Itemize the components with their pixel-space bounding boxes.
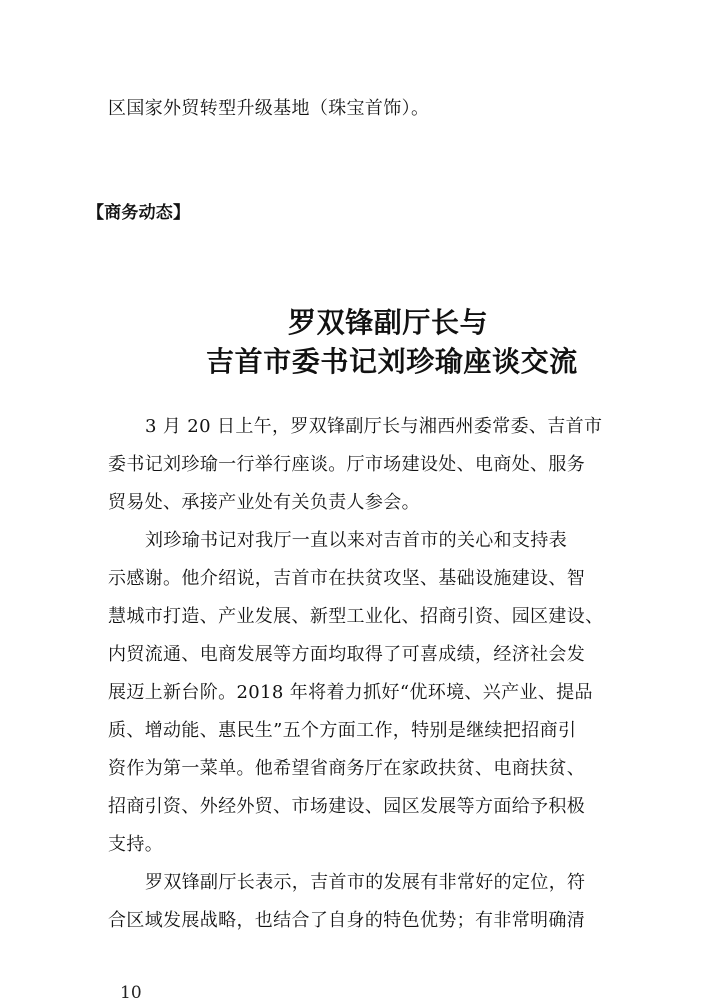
article-title-line-1: 罗双锋副厅长与: [288, 306, 489, 339]
paragraph-line: 资作为第一菜单。他希望省商务厅在家政扶贫、电商扶贫、: [108, 758, 586, 779]
section-tag: 【商务动态】: [87, 203, 191, 223]
paragraph-line: 贸易处、承接产业处有关负责人参会。: [108, 492, 420, 513]
paragraph-line: 招商引资、外经外贸、市场建设、园区发展等方面给予积极: [108, 796, 586, 817]
paragraph-line: 3 月 20 日上午，罗双锋副厅长与湘西州委常委、吉首市: [145, 416, 603, 437]
paragraph-line: 展迈上新台阶。2018 年将着力抓好“优环境、兴产业、提品: [108, 682, 593, 703]
paragraph-line: 示感谢。他介绍说，吉首市在扶贫攻坚、基础设施建设、智: [108, 568, 586, 589]
article-title-line-2: 吉首市委书记刘珍瑜座谈交流: [206, 345, 578, 378]
paragraph-line: 罗双锋副厅长表示，吉首市的发展有非常好的定位，符: [145, 872, 586, 893]
paragraph-line: 刘珍瑜书记对我厅一直以来对吉首市的关心和支持表: [145, 530, 568, 551]
paragraph-line: 委书记刘珍瑜一行举行座谈。厅市场建设处、电商处、服务: [108, 454, 586, 475]
continued-text-line: 区国家外贸转型升级基地（珠宝首饰）。: [108, 98, 430, 119]
page-number: 10: [120, 983, 142, 1003]
paragraph-line: 质、增动能、惠民生”五个方面工作，特别是继续把招商引: [108, 720, 577, 741]
paragraph-line: 合区域发展战略，也结合了自身的特色优势；有非常明确清: [108, 910, 586, 931]
paragraph-line: 支持。: [108, 834, 164, 855]
paragraph-line: 内贸流通、电商发展等方面均取得了可喜成绩，经济社会发: [108, 644, 586, 665]
paragraph-line: 慧城市打造、产业发展、新型工业化、招商引资、园区建设、: [108, 606, 604, 627]
